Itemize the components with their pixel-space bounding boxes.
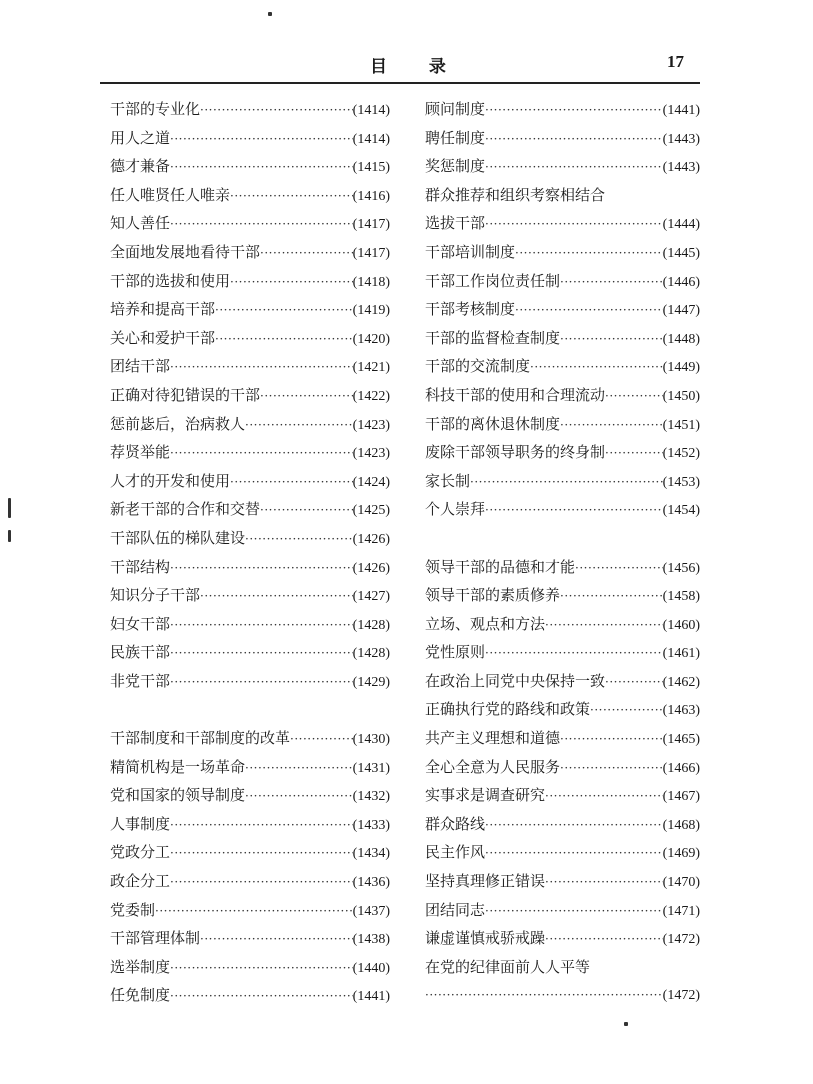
toc-entry [425, 553, 700, 582]
dot-leader [530, 353, 663, 382]
toc-entry [425, 238, 700, 267]
toc-entry-title: 民族干部 [110, 643, 171, 662]
dot-leader [170, 954, 353, 983]
toc-entry-title: 全心全意为人民服务 [425, 757, 561, 776]
toc-entry [110, 352, 390, 381]
dot-leader [485, 811, 663, 840]
toc-entry-page: (1456) [662, 560, 700, 576]
toc-entry-title: 干部管理体制 [110, 929, 201, 948]
toc-entry-title: 全面地发展地看待干部 [110, 242, 261, 261]
toc-entry-title: 群众推荐和组织考察相结合 [425, 185, 606, 204]
toc-entry-title: 任免制度 [110, 986, 171, 1005]
toc-entry-page: (1431) [352, 760, 390, 776]
toc-entry-title: 人才的开发和使用 [110, 471, 231, 490]
toc-entry-page: (1417) [352, 245, 390, 261]
toc-entry [110, 295, 390, 324]
toc-entry-title: 德才兼备 [110, 157, 171, 176]
toc-entry-page: (1450) [662, 388, 700, 404]
toc-entry-page: (1432) [352, 789, 390, 805]
dot-leader [170, 125, 353, 154]
toc-entry-title: 知人善任 [110, 214, 171, 233]
toc-entry-title: 坚持真理修正错误 [425, 872, 546, 891]
toc-entry-page: (1422) [352, 388, 390, 404]
toc-entry-title: 干部考核制度 [425, 300, 516, 319]
scan-speck [8, 498, 11, 518]
toc-entry-page: (1434) [352, 846, 390, 862]
toc-spacer [110, 695, 390, 724]
toc-entry [110, 781, 390, 810]
toc-entry [425, 352, 700, 381]
toc-entry-page: (1414) [352, 131, 390, 147]
toc-entry [110, 638, 390, 667]
toc-entry-title: 民主作风 [425, 843, 486, 862]
toc-entry [425, 495, 700, 524]
toc-entry-title: 干部培训制度 [425, 242, 516, 261]
toc-entry-page: (1453) [662, 474, 700, 490]
toc-entry [110, 724, 390, 753]
dot-leader [170, 668, 353, 697]
dot-leader [170, 839, 353, 868]
toc-entry-page: (1447) [662, 303, 700, 319]
toc-entry-title: 荐贤举能 [110, 443, 171, 462]
toc-entry-page: (1443) [662, 131, 700, 147]
toc-entry-page: (1471) [662, 903, 700, 919]
toc-entry-title: 群众路线 [425, 814, 486, 833]
toc-entry [110, 838, 390, 867]
toc-entry-page: (1417) [352, 217, 390, 233]
toc-entry-title: 知识分子干部 [110, 586, 201, 605]
dot-leader [170, 868, 353, 897]
toc-entry-page: (1428) [352, 617, 390, 633]
toc-spacer [425, 524, 700, 553]
toc-entry-title: 个人崇拜 [425, 500, 486, 519]
toc-entry-page: (1430) [352, 732, 390, 748]
toc-entry-title: 顾问制度 [425, 100, 486, 118]
toc-entry-title: 正确执行党的路线和政策 [425, 700, 591, 719]
toc-entry-page: (1418) [352, 274, 390, 290]
scan-speck [268, 12, 272, 16]
dot-leader [485, 125, 663, 154]
toc-entry-title: 谦虚谨慎戒骄戒躁 [425, 929, 546, 948]
toc-entry-page: (1466) [662, 760, 700, 776]
toc-entry-page: (1448) [662, 331, 700, 347]
toc-entry [425, 810, 700, 839]
toc-entry [425, 152, 700, 181]
dot-leader [260, 239, 353, 268]
toc-entry [425, 610, 700, 639]
dot-leader [245, 782, 353, 811]
toc-entry-page: (1423) [352, 446, 390, 462]
toc-entry-page: (1445) [662, 245, 700, 261]
toc-entry-page: (1461) [662, 646, 700, 662]
dot-leader [560, 325, 663, 354]
toc-entry-title: 干部的监督检查制度 [425, 328, 561, 347]
toc-entry-page: (1440) [352, 960, 390, 976]
toc-entry-title: 党委制 [110, 900, 156, 919]
toc-entry-title: 共产主义理想和道德 [425, 729, 561, 748]
toc-entry-title: 在政治上同党中央保持一致 [425, 671, 606, 690]
toc-entry [110, 867, 390, 896]
toc-entry [425, 438, 700, 467]
dot-leader [245, 754, 353, 783]
toc-entry-title: 科技干部的使用和合理流动 [425, 385, 606, 404]
toc-entry-page: (1433) [352, 817, 390, 833]
toc-left-column [110, 95, 390, 1010]
toc-entry-page: (1470) [662, 875, 700, 891]
toc-entry-title: 领导干部的品德和才能 [425, 557, 576, 576]
dot-leader [245, 411, 353, 440]
dot-leader [590, 696, 663, 725]
toc-entry-title: 奖惩制度 [425, 157, 486, 176]
toc-entry-page: (1426) [352, 560, 390, 576]
toc-entry [110, 209, 390, 238]
toc-entry-page: (1462) [662, 674, 700, 690]
toc-entry [425, 381, 700, 410]
toc-entry-page: (1421) [352, 360, 390, 376]
dot-leader [230, 182, 353, 211]
toc-entry [425, 753, 700, 782]
toc-entry-title: 立场、观点和方法 [425, 614, 546, 633]
toc-entry-title: 非党干部 [110, 671, 171, 690]
toc-entry [425, 781, 700, 810]
toc-entry [110, 152, 390, 181]
dot-leader [170, 439, 353, 468]
toc-entry [425, 181, 700, 210]
dot-leader [245, 525, 353, 554]
dot-leader [485, 210, 663, 239]
dot-leader [470, 468, 663, 497]
toc-entry [110, 581, 390, 610]
toc-entry [425, 295, 700, 324]
toc-entry-page: (1426) [352, 531, 390, 547]
toc-entry [110, 467, 390, 496]
toc-entry-page: (1449) [662, 360, 700, 376]
toc-entry-page: (1451) [662, 417, 700, 433]
toc-entry-page: (1446) [662, 274, 700, 290]
toc-entry-title: 干部的离休退休制度 [425, 414, 561, 433]
toc-entry-title: 培养和提高干部 [110, 300, 216, 319]
toc-entry [110, 238, 390, 267]
toc-entry-title: 任人唯贤任人唯亲 [110, 185, 231, 204]
dot-leader [545, 782, 663, 811]
toc-entry [425, 867, 700, 896]
dot-leader [170, 554, 353, 583]
toc-entry-page: (1423) [352, 417, 390, 433]
toc-entry-title: 惩前毖后，治病救人 [110, 414, 246, 433]
page-number: 17 [667, 52, 684, 71]
toc-entry-page: (1441) [352, 989, 390, 1005]
scan-speck [8, 530, 11, 542]
toc-entry [425, 267, 700, 296]
toc-entry-page: (1425) [352, 503, 390, 519]
toc-entry [110, 753, 390, 782]
toc-entry-page: (1468) [662, 817, 700, 833]
toc-entry-title: 在党的纪律面前人人平等 [425, 957, 591, 976]
toc-right-column [425, 95, 700, 1010]
toc-entry [425, 410, 700, 439]
toc-entry [425, 981, 700, 1010]
toc-entry-page: (1460) [662, 617, 700, 633]
dot-leader [485, 897, 663, 926]
toc-entry [110, 924, 390, 953]
toc-entry [425, 638, 700, 667]
toc-entry-title: 团结同志 [425, 900, 486, 919]
toc-entry-page: (1465) [662, 732, 700, 748]
toc-entry [110, 810, 390, 839]
toc-entry [110, 410, 390, 439]
toc-entry [425, 953, 700, 982]
toc-entry-title: 妇女干部 [110, 614, 171, 633]
toc-entry-page: (1414) [352, 103, 390, 118]
toc-entry-page: (1458) [662, 589, 700, 605]
toc-entry-title: 党政分工 [110, 843, 171, 862]
toc-entry-page: (1419) [352, 303, 390, 319]
toc-entry-title: 新老干部的合作和交替 [110, 500, 261, 519]
dot-leader [170, 210, 353, 239]
dot-leader [545, 868, 663, 897]
toc-entry [110, 95, 390, 124]
dot-leader [485, 639, 663, 668]
dot-leader [515, 239, 663, 268]
toc-entry [425, 724, 700, 753]
toc-entry-title: 团结干部 [110, 357, 171, 376]
toc-entry [110, 324, 390, 353]
dot-leader [560, 754, 663, 783]
dot-leader [215, 325, 353, 354]
toc-entry-title: 正确对待犯错误的干部 [110, 385, 261, 404]
toc-entry-page: (1415) [352, 160, 390, 176]
dot-leader [260, 382, 353, 411]
toc-entry-title: 用人之道 [110, 128, 171, 147]
toc-entry-page: (1444) [662, 217, 700, 233]
toc-entry-page: (1424) [352, 474, 390, 490]
toc-entry-title: 干部的选拔和使用 [110, 271, 231, 290]
toc-entry-page: (1452) [662, 446, 700, 462]
toc-entry-page: (1429) [352, 674, 390, 690]
dot-leader [425, 981, 663, 1010]
toc-entry-title: 聘任制度 [425, 128, 486, 147]
toc-entry-title: 关心和爱护干部 [110, 328, 216, 347]
dot-leader [230, 268, 353, 297]
toc-entry [110, 124, 390, 153]
toc-entry-page: (1441) [662, 103, 700, 118]
dot-leader [290, 725, 353, 754]
toc-entry [110, 953, 390, 982]
toc-entry-page: (1472) [662, 932, 700, 948]
dot-leader [170, 611, 353, 640]
toc-entry-title: 实事求是调查研究 [425, 786, 546, 805]
dot-leader [485, 496, 663, 525]
toc-entry [425, 581, 700, 610]
page-title: 目 录 [370, 57, 464, 77]
toc-entry [110, 896, 390, 925]
toc-entry-title: 选举制度 [110, 957, 171, 976]
toc-entry [425, 209, 700, 238]
toc-entry-page: (1420) [352, 331, 390, 347]
toc-entry [425, 667, 700, 696]
dot-leader [605, 382, 663, 411]
toc-entry [425, 896, 700, 925]
dot-leader [215, 296, 353, 325]
toc-entry [110, 524, 390, 553]
dot-leader [200, 582, 353, 611]
dot-leader [170, 153, 353, 182]
dot-leader [605, 439, 663, 468]
toc-entry-page: (1467) [662, 789, 700, 805]
toc-entry-title: 废除干部领导职务的终身制 [425, 443, 606, 462]
toc-entry-page: (1428) [352, 646, 390, 662]
scan-speck [624, 1022, 628, 1026]
toc-entry [110, 553, 390, 582]
dot-leader [545, 925, 663, 954]
toc-entry-page: (1463) [662, 703, 700, 719]
dot-leader [560, 268, 663, 297]
toc-entry-title: 干部工作岗位责任制 [425, 271, 561, 290]
dot-leader [170, 811, 353, 840]
dot-leader [545, 611, 663, 640]
toc-entry-title: 选拔干部 [425, 214, 486, 233]
toc-entry-page: (1436) [352, 875, 390, 891]
toc-entry-page: (1454) [662, 503, 700, 519]
dot-leader [230, 468, 353, 497]
toc-entry [110, 267, 390, 296]
toc-entry [425, 324, 700, 353]
toc-entry-page: (1472) [662, 988, 700, 1004]
toc-entry [425, 467, 700, 496]
dot-leader [560, 411, 663, 440]
page-header [100, 48, 700, 88]
toc-entry-title: 人事制度 [110, 814, 171, 833]
toc-entry-title: 干部的交流制度 [425, 357, 531, 376]
dot-leader [515, 296, 663, 325]
toc-entry-page: (1443) [662, 160, 700, 176]
dot-leader [605, 668, 663, 697]
toc-entry-title: 干部队伍的梯队建设 [110, 528, 246, 547]
dot-leader [200, 925, 353, 954]
toc-entry [110, 981, 390, 1010]
toc-entry-page: (1416) [352, 188, 390, 204]
dot-leader [575, 554, 663, 583]
dot-leader [170, 982, 353, 1011]
dot-leader [260, 496, 353, 525]
toc-entry-title: 精简机构是一场革命 [110, 757, 246, 776]
toc-entry-title: 干部结构 [110, 557, 171, 576]
toc-entry-title: 领导干部的素质修养 [425, 586, 561, 605]
dot-leader [485, 153, 663, 182]
toc-entry-title: 党和国家的领导制度 [110, 786, 246, 805]
dot-leader [485, 839, 663, 868]
dot-leader [170, 353, 353, 382]
toc-entry-page: (1438) [352, 932, 390, 948]
dot-leader [200, 96, 353, 125]
toc-entry-page: (1437) [352, 903, 390, 919]
toc-entry [110, 438, 390, 467]
toc-entry [425, 924, 700, 953]
toc-entry [425, 838, 700, 867]
toc-entry [110, 610, 390, 639]
dot-leader [560, 725, 663, 754]
toc-entry [110, 181, 390, 210]
header-rule [100, 82, 700, 84]
toc-entry [110, 667, 390, 696]
toc-entry-page: (1469) [662, 846, 700, 862]
dot-leader [155, 897, 353, 926]
dot-leader [485, 96, 663, 125]
dot-leader [170, 639, 353, 668]
toc-entry-title: 家长制 [425, 471, 471, 490]
toc-entry-title: 政企分工 [110, 872, 171, 891]
toc-entry [110, 495, 390, 524]
dot-leader [560, 582, 663, 611]
toc-entry [425, 95, 700, 124]
toc-entry-title: 党性原则 [425, 643, 486, 662]
toc-entry-title: 干部的专业化 [110, 100, 201, 118]
toc-entry [425, 695, 700, 724]
toc-entry-page: (1427) [352, 589, 390, 605]
toc-entry-title: 干部制度和干部制度的改革 [110, 729, 291, 748]
toc-entry [110, 381, 390, 410]
toc-entry [425, 124, 700, 153]
